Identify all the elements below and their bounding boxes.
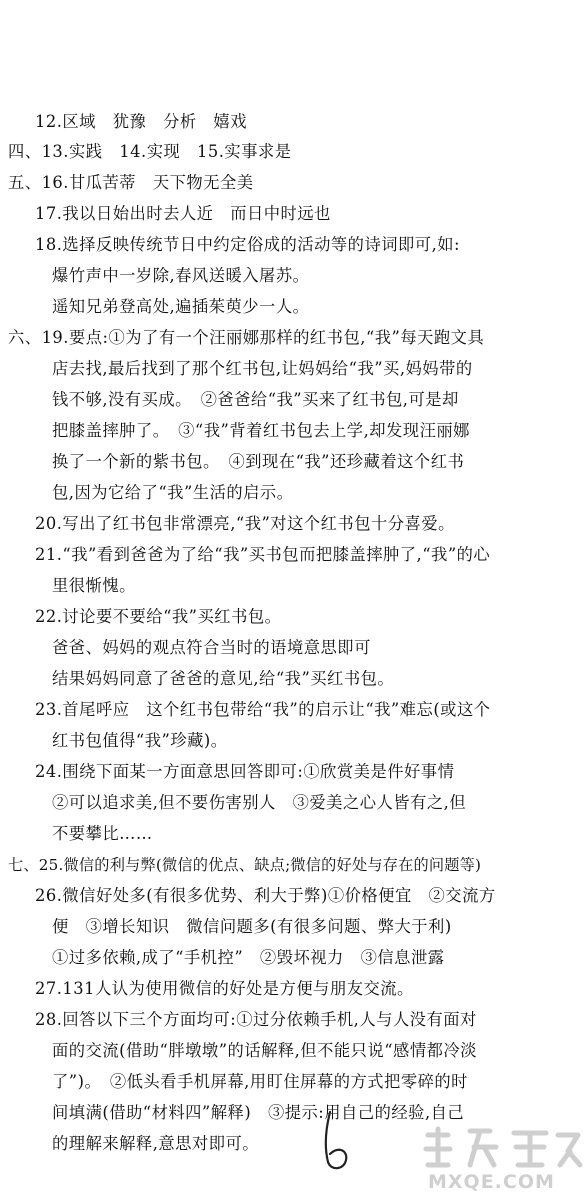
text-line: 27.131人认为使用微信的好处是方便与朋友交流。 xyxy=(35,979,414,998)
text-line: 结果妈妈同意了爸爸的意见,给“我”买红书包。 xyxy=(52,669,395,688)
text-line: 把膝盖摔肿了。 ③“我”背着红书包去上学,却发现汪丽娜 xyxy=(52,421,470,440)
text-line: 换了一个新的紫书包。 ④到现在“我”还珍藏着这个红书 xyxy=(52,452,465,471)
text-line: 店去找,最后找到了那个红书包,让妈妈给“我”买,妈妈带的 xyxy=(52,359,473,378)
text-line: 24.围绕下面某一方面意思回答即可:①欣赏美是件好事情 xyxy=(35,762,455,781)
text-line: 26.微信好处多(有很多优势、利大于弊)①价格便宜 ②交流方 xyxy=(35,886,496,905)
text-line: 12.区域 犹豫 分析 嬉戏 xyxy=(35,112,247,131)
text-line: 28.回答以下三个方面均可:①过分依赖手机,人与人没有面对 xyxy=(35,1010,477,1029)
watermark-logo xyxy=(418,1125,583,1195)
text-line: ①过多依赖,成了“手机控” ②毁坏视力 ③信息泄露 xyxy=(52,948,445,967)
text-line: 爆竹声中一岁除,春风送暖入屠苏。 xyxy=(52,266,310,285)
text-line: ②可以追求美,但不要伤害别人 ③爱美之心人皆有之,但 xyxy=(52,793,467,812)
text-line: 四、13.实践 14.实现 15.实事求是 xyxy=(8,142,292,161)
text-line: 六、19.要点:①为了有一个汪丽娜那样的红书包,“我”每天跑文具 xyxy=(8,328,485,347)
text-line: 红书包值得“我”珍藏)。 xyxy=(52,731,228,750)
watermark-text: MXQE.COM xyxy=(428,1171,555,1193)
text-line: 七、25.微信的利与弊(微信的优点、缺点;微信的好处与存在的问题等) xyxy=(8,856,482,874)
text-line: 17.我以日始出时去人近 而日中时远也 xyxy=(35,204,331,223)
text-line: 23.首尾呼应 这个红书包带给“我”的启示让“我”难忘(或这个 xyxy=(35,700,491,719)
text-line: 18.选择反映传统节日中约定俗成的活动等的诗词即可,如: xyxy=(35,235,461,254)
text-line: 包,因为它给了“我”生活的启示。 xyxy=(52,483,294,502)
text-line: 22.讨论要不要给“我”买红书包。 xyxy=(35,607,282,626)
text-line: 不要攀比…… xyxy=(52,824,153,843)
text-line: 了”)。 ②低头看手机屏幕,用盯住屏幕的方式把零碎的时 xyxy=(52,1072,468,1091)
text-line: 里很惭愧。 xyxy=(52,576,136,595)
text-line: 20.写出了红书包非常漂亮,“我”对这个红书包十分喜爱。 xyxy=(35,514,455,533)
text-line: 五、16.甘瓜苦蒂 天下物无全美 xyxy=(8,173,254,192)
text-line: 面的交流(借助“胖墩墩”的话解释,但不能只说“感情都冷淡 xyxy=(52,1041,477,1060)
text-line: 爸爸、妈妈的观点符合当时的语境意思即可 xyxy=(52,638,371,657)
text-line: 钱不够,没有买成。 ②爸爸给“我”买来了红书包,可是却 xyxy=(52,390,459,409)
text-line: 的理解来解释,意思对即可。 xyxy=(52,1134,260,1153)
handwritten-mark xyxy=(318,1108,358,1178)
watermark-glyphs xyxy=(418,1125,583,1171)
text-line: 间填满(借助“材料四”解释) ③提示:用自己的经验,自己 xyxy=(52,1103,465,1122)
text-line: 便 ③增长知识 微信问题多(有很多问题、弊大于利) xyxy=(52,917,452,936)
text-line: 21.“我”看到爸爸为了给“我”买书包而把膝盖摔肿了,“我”的心 xyxy=(35,545,491,564)
text-line: 遥知兄弟登高处,遍插茱萸少一人。 xyxy=(52,297,310,316)
